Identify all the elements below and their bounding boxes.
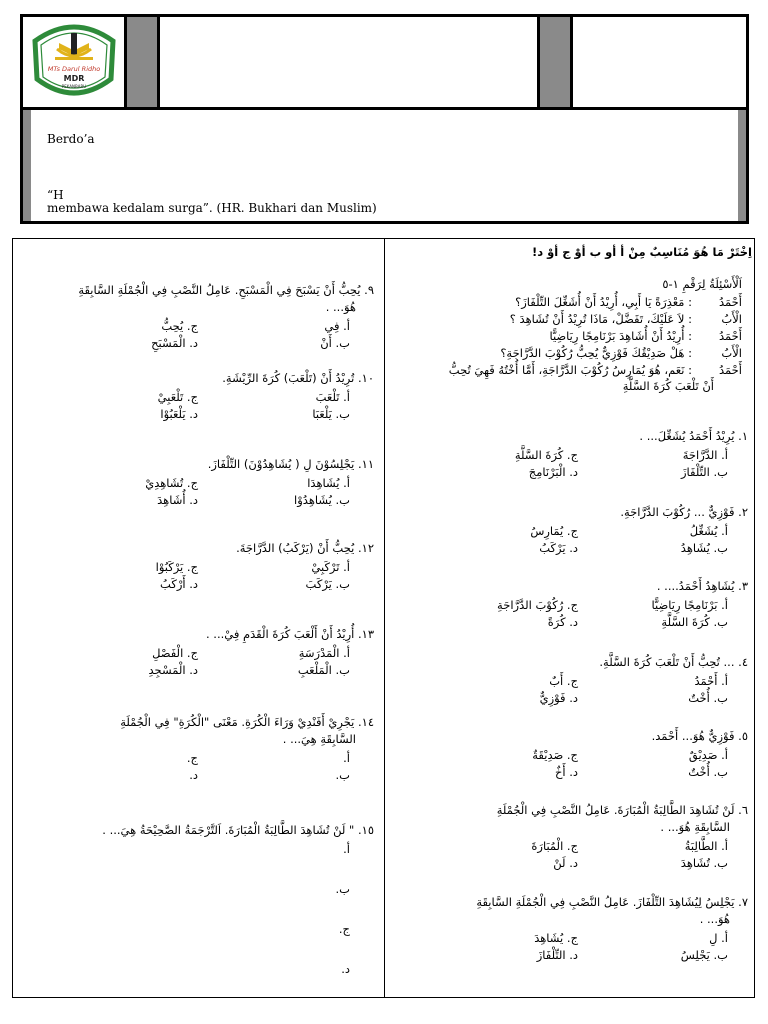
dialog-speaker: أَحْمَدُ <box>719 329 742 343</box>
question-text: ٣. يُشَاهِدُ أَحْمَدُ.... . <box>656 579 748 593</box>
question-text: ١٥. " لَنْ تُشَاهِدَ الطَّالِبَةُ الْمُبَارَةَ. اَلتَّرْجَمَةُ الصَّحِيْحَةُ هِيَ... . <box>102 823 374 837</box>
question-box <box>12 238 755 998</box>
option-c[interactable]: ج. يُمَارِسُ <box>530 524 578 538</box>
dialog-heading: اَلْأَسْئِلَةُ لِرَقْمِ ١-٥ <box>662 277 742 291</box>
option-d[interactable]: د. التِّلْفَازَ <box>536 948 578 962</box>
header-gray-band-1 <box>127 17 160 107</box>
option-a[interactable]: أ. أَحْمَدُ <box>694 674 728 688</box>
option-c[interactable]: ج. الْفَصْلِ <box>152 646 198 660</box>
header-gray-edge-left <box>23 110 31 221</box>
dialog-last-line: أَنْ تَلْعَبَ كُرَةَ السَّلَّةِ <box>622 379 714 393</box>
instruction: اِخْتَرْ مَا هُوَ مُنَاسِبٌ مِنْ أ أو ب أوْ ج أوْ د! <box>531 245 752 259</box>
column-divider <box>384 239 385 997</box>
question-text: ١٤. يَجْرِيْ أَفَنْدِيْ وَرَاءَ الْكُرَةِ. مَعْنَى "الْكُرَةِ" فِي الْجُمْلَةِ <box>120 715 374 729</box>
option-b[interactable]: ب. يَرْكَبَ <box>305 577 350 591</box>
option-b[interactable]: ب. يَلْعَبَا <box>312 407 350 421</box>
dialog-speaker: الْأَبُ <box>721 346 742 360</box>
option-d[interactable]: د. الْبَرْنَامِجَ <box>528 465 578 479</box>
option-b[interactable]: ب. التِّلْفَازَ <box>681 465 728 479</box>
option-d[interactable]: د. <box>189 768 198 782</box>
option-b[interactable]: ب. يَجْلِسُ <box>680 948 728 962</box>
question-text: السَّابِقَةِ هُوَ... . <box>660 820 730 834</box>
option-c[interactable]: ج. تَلْعَبِيْ <box>157 390 198 404</box>
logo-cell <box>23 17 127 107</box>
option-a[interactable]: أ. <box>343 751 350 765</box>
logo-text-city: PEKANBARU <box>61 84 87 89</box>
option-a[interactable]: أ. يُشَغِّلُ <box>689 524 728 538</box>
question-text: ٦. لَنْ تُشَاهِدَ الطَّالِبَةُ الْمُبَارَةَ. عَامِلُ النَّصْبِ فِي الْجُمْلَةِ <box>496 803 748 817</box>
option-a[interactable]: أ. صَدِيْقٌ <box>688 748 728 762</box>
option-b[interactable]: ب. كُرَةَ السَّلَّةِ <box>661 615 728 629</box>
logo-text-abbr: MDR <box>63 74 85 83</box>
option-a[interactable]: أ. بَرْنَامِجًا رِيَاضِيًّا <box>651 598 728 612</box>
question-text: ١٠. تُرِيْدُ أَنْ (تَلْعَبَ) كُرَةَ الرِّيْشَةِ. <box>222 371 374 385</box>
header-table <box>20 14 749 224</box>
logo-text-name: MTs Darul Ridho <box>47 65 101 73</box>
option-d[interactable]: د. أَخٌ <box>554 765 578 779</box>
option-b[interactable]: ب. تُشَاهِدَ <box>680 856 728 870</box>
hadith-quote-line1: “H <box>47 188 64 202</box>
option-c[interactable]: ج. يَرْكَبُوْا <box>155 560 198 574</box>
option-d[interactable]: د. <box>341 962 350 976</box>
option-a[interactable]: أ. تَلْعَبَ <box>315 390 350 404</box>
option-d[interactable]: د. الْمَسْبَحِ <box>151 336 198 350</box>
option-b[interactable]: ب. أُخْتٌ <box>688 765 728 779</box>
option-d[interactable]: د. أَرْكَبُ <box>160 577 198 591</box>
option-c[interactable]: ج. أَبٌ <box>549 674 578 688</box>
option-d[interactable]: د. يَلْعَبُوْا <box>160 407 198 421</box>
option-b[interactable]: ب. يُشَاهِدُوْا <box>294 493 350 507</box>
question-text: ٥. فَوْزِيٌّ هُوَ... أَحْمَد. <box>651 729 748 743</box>
header-gray-edge-right <box>738 110 746 221</box>
option-b[interactable]: ب. <box>335 882 350 896</box>
option-c[interactable]: ج. تُشَاهِدِيْ <box>145 476 198 490</box>
option-a[interactable]: أ. الدَّرَّاجَةَ <box>682 448 728 462</box>
header-info-cell <box>573 17 746 107</box>
option-a[interactable]: أ. الْمَدْرَسَةِ <box>298 646 350 660</box>
question-text: ٩. يُحِبُّ أَنْ يَسْبَحَ فِي الْمَسْبَحِ. عَامِلُ النَّصْبِ فِي الْجُمْلَةِ السَّابِقَةِ <box>78 283 374 297</box>
option-b[interactable]: ب. أُخْتٌ <box>688 691 728 705</box>
option-d[interactable]: د. أُشَاهِدَ <box>157 493 198 507</box>
option-c[interactable]: ج. كُرَةَ السَّلَّةِ <box>514 448 578 462</box>
option-c[interactable]: ج. الْمُبَارَةَ <box>531 839 578 853</box>
option-b[interactable]: ب. الْمَلْعَبِ <box>297 663 350 677</box>
option-c[interactable]: ج. يُحِبُّ <box>161 319 198 333</box>
option-a[interactable]: أ. تَرْكَبِيْ <box>311 560 350 574</box>
header-bottom-row <box>23 110 746 221</box>
option-c[interactable]: ج. <box>338 922 350 936</box>
option-d[interactable]: د. لَنْ <box>553 856 578 870</box>
option-a[interactable]: أ. لِ <box>709 931 728 945</box>
option-c[interactable]: ج. يُشَاهِدَ <box>534 931 578 945</box>
header-gray-band-2 <box>540 17 573 107</box>
dialog-line-text: : مَعْذِرَةً يَا أَبِي، أُرِيْدُ أَنْ أُشَغِّلَ التِّلْفَازَ؟ <box>515 295 692 309</box>
question-text: ٧. يَجْلِسُ لِيُشَاهِدَ التِّلْفَازَ. عَامِلُ النَّصْبِ فِي الْجُمْلَةِ السَّابِقَةِ <box>476 895 748 909</box>
option-a[interactable]: أ. فِي <box>324 319 350 333</box>
header-top-row <box>23 17 746 110</box>
option-d[interactable]: د. يَرْكَبُ <box>539 541 578 555</box>
school-logo <box>25 19 123 106</box>
question-text: ١٢. يُحِبُّ أَنْ (يَرْكَبُ) الدَّرَّاجَةَ. <box>236 541 374 555</box>
option-d[interactable]: د. الْمَسْجِدِ <box>148 663 198 677</box>
question-text: هُوَ... . <box>699 912 730 926</box>
dialog-line-text: : لاَ عَلَيْكَ، تَفَضَّلْ، مَاذَا تُرِيْدُ أَنْ تُشَاهِدَ ؟ <box>509 312 692 326</box>
hadith-quote-line2: membawa kedalam surga”. (HR. Bukhari dan Muslim) <box>47 201 377 215</box>
option-b[interactable]: ب. يُشَاهِدُ <box>680 541 728 555</box>
question-text: السَّابِقَةِ هِيَ... . <box>282 732 356 746</box>
question-text: ٤. ... تُحِبُّ أَنْ تَلْعَبَ كُرَةَ السَّلَّةِ. <box>599 655 748 669</box>
option-d[interactable]: د. كُرَةً <box>547 615 578 629</box>
option-c[interactable]: ج. صَدِيْقَةٌ <box>532 748 578 762</box>
dialog-line-text: : نَعَم، هُوَ يُمَارِسُ رُكُوْبَ الدَّرَّاجَةِ، أَمَّا أُخْتُهُ فَهِيَ تُحِبُّ <box>448 363 692 377</box>
option-b[interactable]: ب. <box>335 768 350 782</box>
option-a[interactable]: أ. الطَّالِبَةُ <box>684 839 728 853</box>
berdoa-text: Berdo’a <box>47 132 95 146</box>
header-title-cell <box>160 17 540 107</box>
option-a[interactable]: أ. <box>343 842 350 856</box>
dialog-line-text: : هَلْ صَدِيْقُكَ فَوْزِيٌّ يُحِبُّ رُكُوْبَ الدَّرَّاجَةِ؟ <box>500 346 692 360</box>
option-b[interactable]: ب. أَنْ <box>320 336 350 350</box>
option-c[interactable]: ج. <box>186 751 198 765</box>
question-text: ٢. فَوْزِيٌّ ... رُكُوْبَ الدَّرَّاجَةِ. <box>620 505 748 519</box>
dialog-line-text: : أُرِيْدُ أَنْ أُشَاهِدَ بَرْنَامِجًا رِيَاضِيًّا <box>549 329 692 343</box>
question-text: ١٣. أُرِيْدُ أَنْ أَلْعَبَ كُرَةَ الْقَدَمِ فِيْ... . <box>206 627 374 641</box>
option-c[interactable]: ج. رُكُوْبَ الدَّرَّاجَةِ <box>497 598 578 612</box>
dialog-speaker: أَحْمَدُ <box>719 363 742 377</box>
dialog-speaker: أَحْمَدُ <box>719 295 742 309</box>
question-text: ١. يُرِيْدُ أَحْمَدُ يُشَغِّلَ... . <box>639 429 748 443</box>
question-text: هُوَ... . <box>325 300 356 314</box>
option-d[interactable]: د. فَوْزِيٌّ <box>539 691 578 705</box>
question-text: ١١. يَجْلِسُوْنَ لِ ( يُشَاهِدُوْنَ) التِّلْفَازَ. <box>207 457 374 471</box>
dialog-speaker: الْأَبُ <box>721 312 742 326</box>
option-a[interactable]: أ. يُشَاهِدَا <box>307 476 350 490</box>
